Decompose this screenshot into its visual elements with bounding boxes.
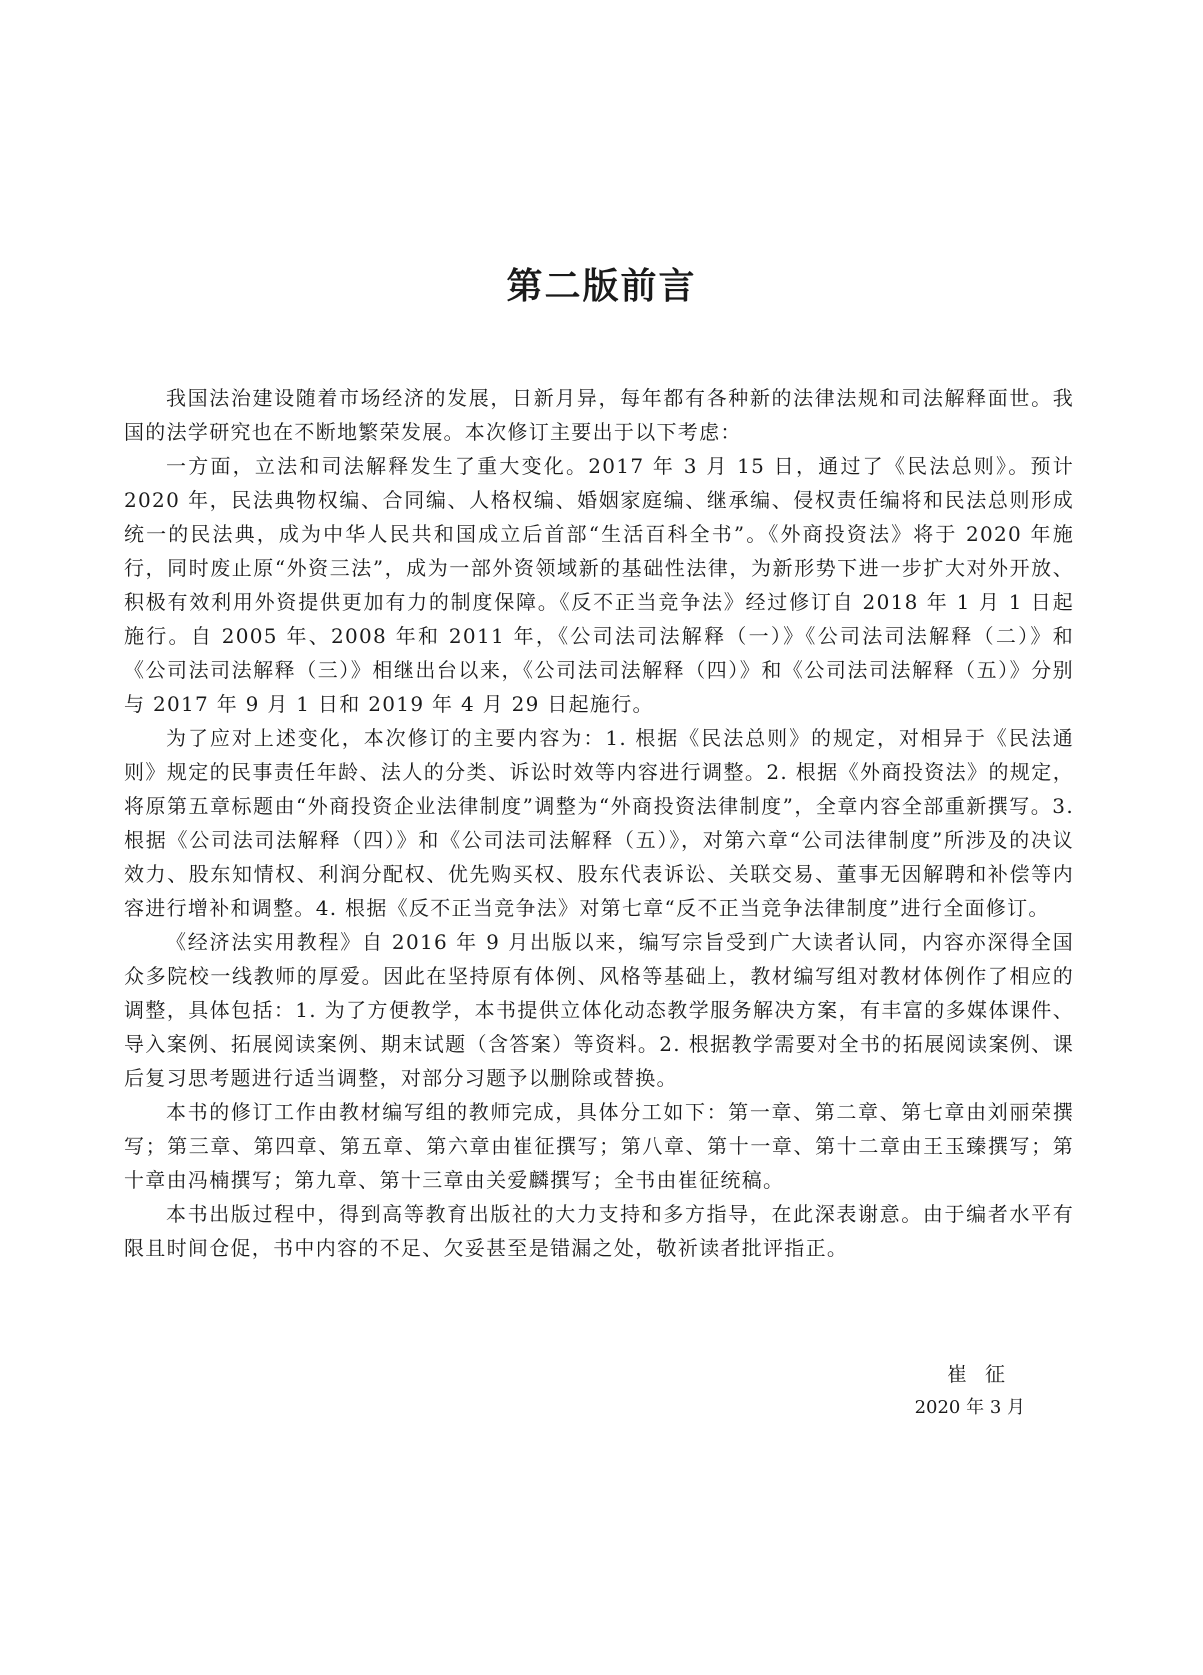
paragraph-3: 为了应对上述变化，本次修订的主要内容为：1. 根据《民法总则》的规定，对相异于《民法通则》规定的民事责任年龄、法人的分类、诉讼时效等内容进行调整。2. 根据《外商投资法》的规定，将原第五章标题由“外商投资企业法律制度”调整为“外商投资法律制度”，全章内容全部重新撰写。3. 根据《公司法司法解释（四）》和《公司法司法解释（五）》，对第六章“公司法律制度”所涉及的决议效力、股东知情权、利润分配权、优先购买权、股东代表诉讼、关联交易、董事无因解聘和补偿等内容进行增补和调整。4. 根据《反不正当竞争法》对第七章“反不正当竞争法律制度”进行全面修订。 xyxy=(124,726,1074,920)
paragraph-4: 《经济法实用教程》自 2016 年 9 月出版以来，编写宗旨受到广大读者认同，内容亦深得全国众多院校一线教师的厚爱。因此在坚持原有体例、风格等基础上，教材编写组对教材体例作了相应的调整，具体包括：1. 为了方便教学，本书提供立体化动态教学服务解决方案，有丰富的多媒体课件、导入案例、拓展阅读案例、期末试题（含答案）等资料。2. 根据教学需要对全书的拓展阅读案例、课后复习思考题进行适当调整，对部分习题予以删除或替换。 xyxy=(124,930,1074,1090)
paragraph-5: 本书的修订工作由教材编写组的教师完成，具体分工如下：第一章、第二章、第七章由刘丽荣撰写；第三章、第四章、第五章、第六章由崔征撰写；第八章、第十一章、第十二章由王玉臻撰写；第十章由冯楠撰写；第九章、第十三章由关爱麟撰写；全书由崔征统稿。 xyxy=(124,1100,1074,1192)
preface-body xyxy=(124,381,1074,1265)
paragraph-2: 一方面，立法和司法解释发生了重大变化。2017 年 3 月 15 日，通过了《民法总则》。预计 2020 年，民法典物权编、合同编、人格权编、婚姻家庭编、继承编、侵权责任编将和民法总则形成统一的民法典，成为中华人民共和国成立后首部“生活百科全书”。《外商投资法》将于 2020 年施行，同时废止原“外资三法”，成为一部外资领域新的基础性法律，为新形势下进一步扩大对外开放、积极有效利用外资提供更加有力的制度保障。《反不正当竞争法》经过修订自 2018 年 1 月 1 日起施行。自 2005 年、2008 年和 2011 年，《公司法司法解释（一）》《公司法司法解释（二）》和《公司法司法解释（三）》相继出台以来，《公司法司法解释（四）》和《公司法司法解释（五）》分别与 2017 年 9 月 1 日和 2019 年 4 月 29 日起施行。 xyxy=(124,454,1074,716)
paragraph-6: 本书出版过程中，得到高等教育出版社的大力支持和多方指导，在此深表谢意。由于编者水平有限且时间仓促，书中内容的不足、欠妥甚至是错漏之处，敬祈读者批评指正。 xyxy=(124,1202,1074,1260)
signature-date: 2020 年 3 月 xyxy=(914,1397,1025,1418)
page-title: 第二版前言 xyxy=(506,266,697,307)
author-name: 崔征 xyxy=(947,1362,1023,1386)
signature-block xyxy=(915,1357,1025,1425)
paragraph-1: 我国法治建设随着市场经济的发展，日新月异，每年都有各种新的法律法规和司法解释面世。我国的法学研究也在不断地繁荣发展。本次修订主要出于以下考虑： xyxy=(124,386,1074,444)
